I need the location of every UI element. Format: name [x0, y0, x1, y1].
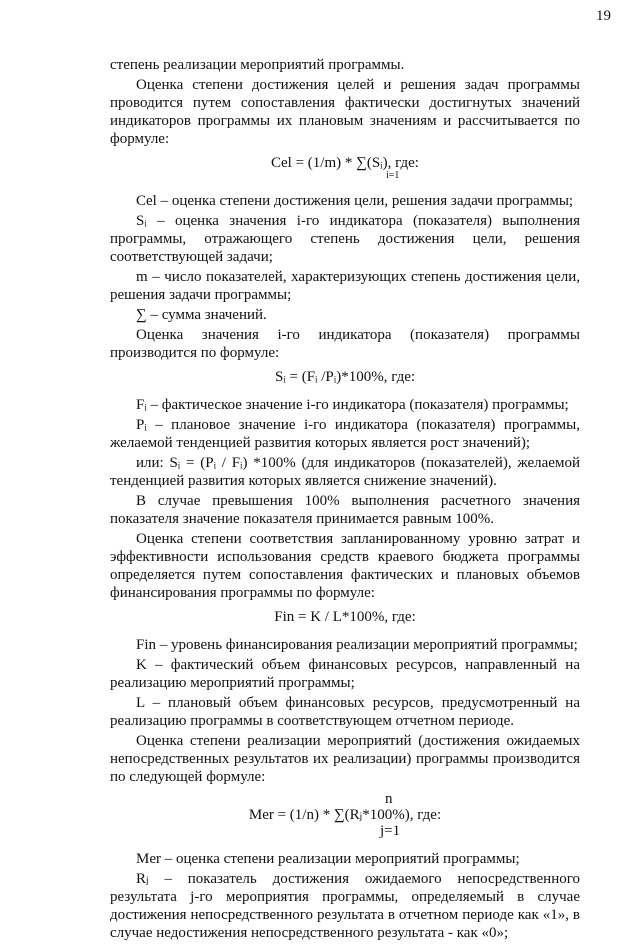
- formula-mer-text: Mer = (1/n) * ∑(Rⱼ*100%), где:: [248, 807, 442, 823]
- formula-mer: [110, 790, 580, 842]
- formula-cel-text: Cel = (1/m) * ∑(Sᵢ), где:: [271, 155, 419, 171]
- formula-fin: Fin = K / L*100%, где:: [274, 609, 416, 625]
- paragraph: L – плановый объем финансовых ресурсов, предусмотренный на реализацию программы в соответствующем отчетном периоде.: [110, 695, 580, 729]
- paragraph: Fᵢ – фактическое значение i-го индикатора (показателя) программы;: [136, 397, 569, 413]
- paragraph: m – число показателей, характеризующих степень достижения цели, решения задачи программы;: [110, 269, 580, 303]
- formula-cel: [110, 154, 580, 182]
- paragraph: K – фактический объем финансовых ресурсов, направленный на реализацию мероприятий программы;: [110, 657, 580, 691]
- paragraph: ∑ – сумма значений.: [136, 307, 267, 323]
- paragraph: Rⱼ – показатель достижения ожидаемого непосредственного результата j-го мероприятия программы, определяемый в случае достижения непосредственного результата в отчетном периоде как «1», в случае недостижения непосредственного результата - как «0»;: [110, 871, 580, 941]
- paragraph: Оценка значения i-го индикатора (показателя) программы производится по формуле:: [110, 327, 580, 361]
- paragraph: или: Sᵢ = (Pᵢ / Fᵢ) *100% (для индикаторов (показателей), желаемой тенденцией развития которых является снижение значений).: [110, 455, 580, 489]
- paragraph: Pᵢ – плановое значение i-го индикатора (показателя) программы, желаемой тенденцией развития которых является рост значений);: [110, 417, 580, 451]
- paragraph: степень реализации мероприятий программы.: [110, 57, 405, 73]
- formula-cel-limit: i=1: [386, 170, 400, 181]
- paragraph: Оценка степени соответствия запланированному уровню затрат и эффективности использования средств краевого бюджета программы определяется путем сопоставления фактических и плановых объемов финансирования программы по формуле:: [110, 531, 580, 601]
- formula-si: Sᵢ = (Fᵢ /Pᵢ)*100%, где:: [274, 369, 416, 385]
- paragraph: Оценка степени реализации мероприятий (достижения ожидаемых непосредственных результатов их реализации) программы производится по следующей формуле:: [110, 733, 580, 785]
- document-body: [110, 56, 580, 944]
- paragraph: Fin – уровень финансирования реализации мероприятий программы;: [136, 637, 578, 653]
- formula-mer-upper-limit: n: [385, 791, 393, 807]
- paragraph: Mer – оценка степени реализации мероприятий программы;: [136, 851, 520, 867]
- formula-mer-lower-limit: j=1: [380, 823, 401, 839]
- paragraph: Оценка степени достижения целей и решения задач программы проводится путем сопоставления фактически достигнутых значений индикаторов программы их плановым значениям и рассчитывается по формуле:: [110, 77, 580, 147]
- paragraph: В случае превышения 100% выполнения расчетного значения показателя значение показателя принимается равным 100%.: [110, 493, 580, 527]
- page-number: 19: [596, 8, 611, 24]
- paragraph: Cel – оценка степени достижения цели, решения задачи программы;: [136, 193, 574, 209]
- paragraph: Sᵢ – оценка значения i-го индикатора (показателя) выполнения программы, отражающего степень достижения цели, решения соответствующей задачи;: [110, 213, 580, 265]
